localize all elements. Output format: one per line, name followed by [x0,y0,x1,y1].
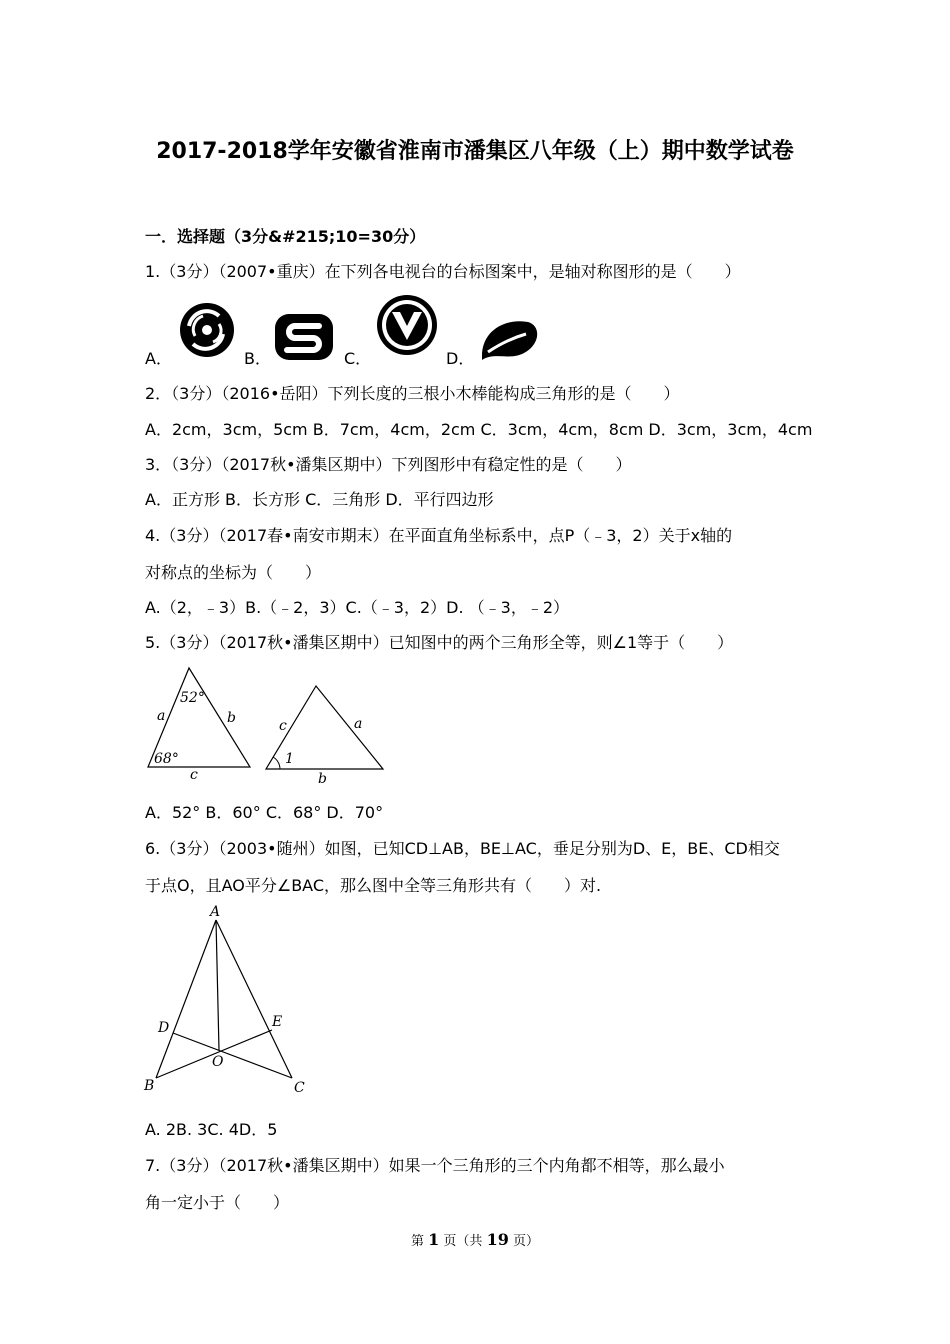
label-52: 52° [180,690,205,706]
label-c-right: c [279,718,287,734]
question-6-options: A. 2B. 3C. 4D．5 [145,1120,278,1139]
question-4-text-line2: 对称点的坐标为（ ） [145,563,322,582]
label-b-right: b [318,771,327,787]
leaf-logo-icon [476,316,542,362]
question-2-options: A．2cm，3cm，5cm B．7cm，4cm，2cm C．3cm，4cm，8cm D．3cm，3cm，4cm [145,420,813,439]
label-b-left: b [227,710,236,726]
question-3-options: A．正方形 B．长方形 C．三角形 D．平行四边形 [145,490,494,509]
point-c-label: C [294,1080,305,1096]
page-footer [0,1230,950,1249]
footer-middle: 页（共 [443,1234,483,1249]
point-e-label: E [272,1014,283,1030]
label-c-left: c [190,767,198,783]
page-title: 2017-2018学年安徽省淮南市潘集区八年级（上）期中数学试卷 [156,139,794,164]
congruent-triangles-figure [140,662,400,788]
point-a-label: A [210,904,221,920]
q1-option-d-label: D． [446,349,475,368]
footer-total-pages: 19 [486,1230,509,1249]
angle-1-arc [273,757,280,769]
question-2-text: 2．（3分）（2016•岳阳）下列长度的三根小木棒能构成三角形的是（ ） [145,384,680,403]
question-1-text: 1.（3分）（2007•重庆）在下列各电视台的台标图案中，是轴对称图形的是（ ） [145,262,741,281]
q1-option-a-label: A． [145,349,172,368]
section-heading: 一．选择题（3分&#215;10=30分） [145,227,426,246]
question-4-text-line1: 4.（3分）（2017春•南安市期末）在平面直角坐标系中，点P（﹣3，2）关于x轴的 [145,526,733,545]
label-angle-1: 1 [285,751,294,767]
question-5-options: A．52° B．60° C．68° D．70° [145,803,384,822]
question-6-text-line2: 于点O，且AO平分∠BAC，那么图中全等三角形共有（ ）对. [145,876,602,895]
triangle-abc-figure [140,900,320,1100]
footer-page-number: 1 [428,1230,440,1249]
v-circle-logo-icon [374,292,440,358]
s-shape-logo-icon [273,312,335,362]
question-7-text-line1: 7.（3分）（2017秋•潘集区期中）如果一个三角形的三个内角都不相等，那么最小 [145,1156,725,1175]
footer-suffix: 页） [512,1234,539,1249]
point-o-label: O [212,1054,224,1070]
question-7-text-line2: 角一定小于（ ） [145,1193,290,1212]
footer-prefix: 第 [410,1234,424,1249]
question-4-options: A.（2，﹣3）B.（﹣2，3）C.（﹣3，2）D. （﹣3，﹣2） [145,598,570,617]
label-a-left: a [157,708,166,724]
label-a-right: a [354,716,363,732]
q1-option-b-label: B． [244,349,271,368]
swirl-logo-icon [175,300,239,360]
q1-option-c-label: C． [344,349,372,368]
question-6-text-line1: 6.（3分）（2003•随州）如图，已知CD⊥AB，BE⊥AC，垂足分别为D、E，BE、CD相交 [145,839,780,858]
label-68: 68° [154,751,179,767]
question-3-text: 3．（3分）（2017秋•潘集区期中）下列图形中有稳定性的是（ ） [145,455,632,474]
point-b-label: B [144,1078,155,1094]
question-5-text: 5.（3分）（2017秋•潘集区期中）已知图中的两个三角形全等，则∠1等于（ ） [145,633,734,652]
point-d-label: D [158,1020,170,1036]
